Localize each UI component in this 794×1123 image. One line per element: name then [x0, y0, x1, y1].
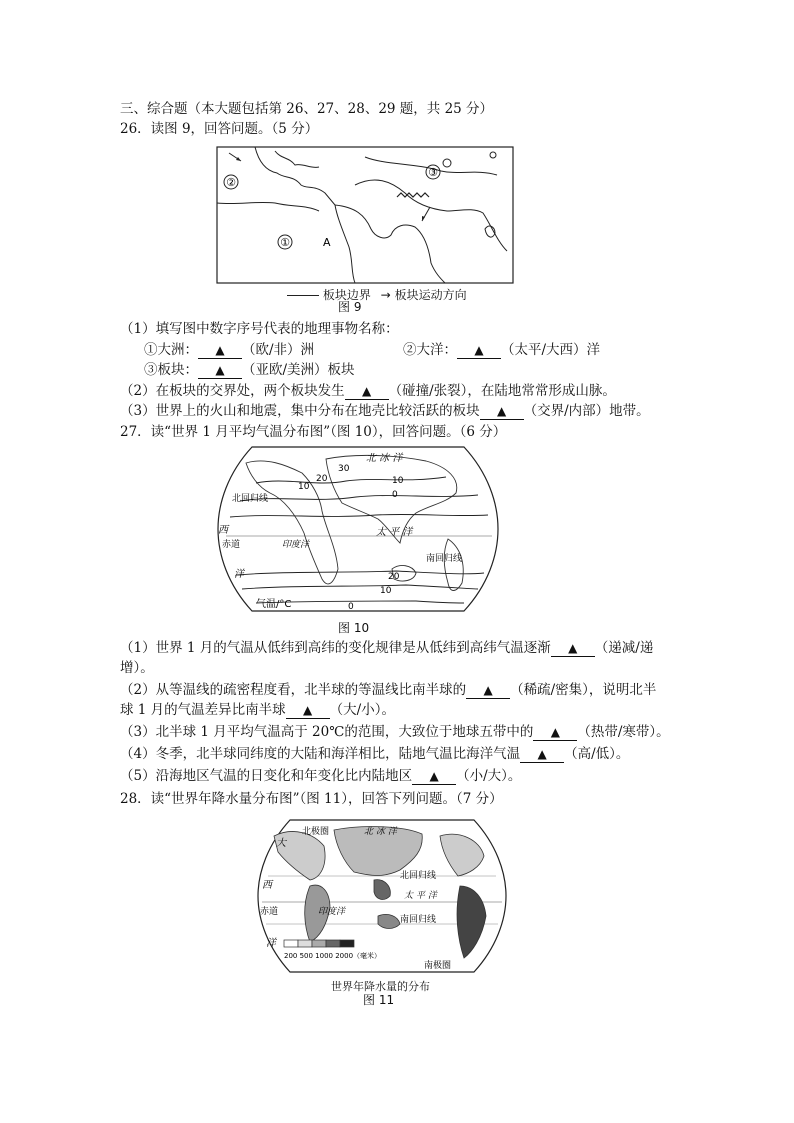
q28-title: 28．读“世界年降水量分布图”（图 11），回答下列问题。（7 分）: [120, 791, 503, 807]
map-label-a: A: [323, 236, 331, 249]
blank[interactable]: ▲: [198, 363, 242, 379]
legend-boundary: 板块边界: [322, 288, 371, 302]
legend-motion: 板块运动方向: [394, 288, 467, 302]
iso-20a: 20: [316, 474, 328, 484]
map-label-3: ③: [428, 166, 438, 179]
blank[interactable]: ▲: [345, 384, 389, 400]
iso-10c: 10: [380, 586, 392, 596]
figure-11-map: [254, 816, 510, 976]
map-label-2: ②: [226, 176, 236, 189]
map-equator: 赤道: [222, 540, 241, 550]
map-indian: 印度洋: [282, 540, 310, 550]
iso-10b: 10: [392, 476, 404, 486]
q26-answer3: ③板块： ▲ （亚欧/美洲）板块: [144, 362, 355, 378]
q26-sub3: （3）世界上的火山和地震，集中分布在地壳比较活跃的板块 ▲ （交界/内部）地带。: [120, 403, 650, 419]
q26-answer2: ②大洋： ▲ （太平/大西）洋: [403, 342, 601, 358]
blank[interactable]: ▲: [480, 404, 524, 420]
q27-sub4: （4）冬季，北半球同纬度的大陆和海洋相比，陆地气温比海洋气温 ▲ （高/低）。: [120, 746, 630, 762]
section-title: 三、综合题（本大题包括第 26、27、28、29 题，共 25 分）: [120, 101, 494, 117]
blank[interactable]: ▲: [286, 703, 330, 719]
map-pacific: 太 平 洋: [376, 527, 413, 538]
map-west: 西: [262, 880, 272, 891]
figure-9-legend: [287, 286, 467, 303]
blank[interactable]: ▲: [533, 725, 577, 741]
q27-sub2: （2）从等温线的疏密程度看，北半球的等温线比南半球的 ▲ （稀疏/密集），说明北半: [120, 682, 657, 698]
map-antarctic: 南极圈: [424, 961, 452, 971]
map-west: 西: [218, 525, 228, 536]
figure-11-caption-title: 世界年降水量的分布: [331, 980, 430, 993]
map-da: 大: [276, 838, 286, 849]
map-tropic-s: 南回归线: [426, 554, 463, 564]
map-tropic-n: 北回归线: [400, 871, 437, 881]
blank[interactable]: ▲: [520, 747, 564, 763]
q27-sub5: （5）沿海地区气温的日变化和年变化比内陆地区 ▲ （小/大）。: [120, 768, 522, 784]
blank[interactable]: ▲: [457, 343, 501, 359]
map-north-ocean: 北 冰 洋: [364, 827, 397, 837]
q27-sub1-cont: 增）。: [120, 660, 154, 676]
map-pacific: 太 平 洋: [404, 891, 437, 901]
map-ocean: 洋: [234, 569, 244, 580]
figure-10-map: [216, 443, 500, 615]
map-label-1: ①: [280, 236, 290, 249]
q26-answer1: ①大洲： ▲ （欧/非）洲: [144, 342, 315, 358]
blank[interactable]: ▲: [466, 683, 510, 699]
figure-9-caption: 图 9: [338, 300, 362, 314]
iso-0b: 0: [348, 602, 354, 612]
map-equator: 赤道: [260, 907, 279, 917]
q27-sub3: （3）北半球 1 月平均气温高于 20℃的范围，大致位于地球五带中的 ▲ （热带/寒带）。: [120, 724, 670, 740]
map-arctic: 北极圈: [302, 827, 330, 837]
iso-10a: 10: [298, 482, 310, 492]
q26-title: 26．读图 9，回答问题。（5 分）: [120, 121, 319, 137]
map-ocean: 洋: [266, 938, 276, 949]
map-indian: 印度洋: [318, 907, 346, 917]
map-temp-label: 气温/°C: [256, 599, 292, 610]
map-north-ocean: 北 冰 洋: [366, 453, 403, 464]
figure-9-map: [215, 145, 515, 285]
iso-20b: 20: [388, 572, 400, 582]
q27-sub1: （1）世界 1 月的气温从低纬到高纬的变化规律是从低纬到高纬气温逐渐 ▲ （递减/递: [120, 640, 654, 656]
arrow-right-icon: →: [380, 288, 391, 302]
iso-0a: 0: [392, 490, 398, 500]
map-tropic-s: 南回归线: [400, 915, 437, 925]
map-scale: 200 500 1000 2000（毫米）: [284, 952, 382, 960]
q26-sub2: （2）在板块的交界处，两个板块发生 ▲ （碰撞/张裂），在陆地常常形成山脉。: [120, 383, 616, 399]
blank[interactable]: ▲: [551, 641, 595, 657]
figure-10-caption: 图 10: [338, 621, 370, 635]
q27-sub2-cont: 球 1 月的气温差异比南半球 ▲ （大/小）。: [120, 702, 395, 718]
figure-11-caption: 图 11: [363, 993, 395, 1007]
blank[interactable]: ▲: [412, 769, 456, 785]
map-tropic-n: 北回归线: [232, 494, 269, 504]
iso-30: 30: [338, 464, 350, 474]
q26-sub1: （1）填写图中数字序号代表的地理事物名称：: [120, 321, 399, 337]
blank[interactable]: ▲: [198, 343, 242, 359]
boundary-line-icon: [287, 295, 319, 296]
q27-title: 27．读“世界 1 月平均气温分布图”（图 10），回答问题。（6 分）: [120, 424, 507, 440]
